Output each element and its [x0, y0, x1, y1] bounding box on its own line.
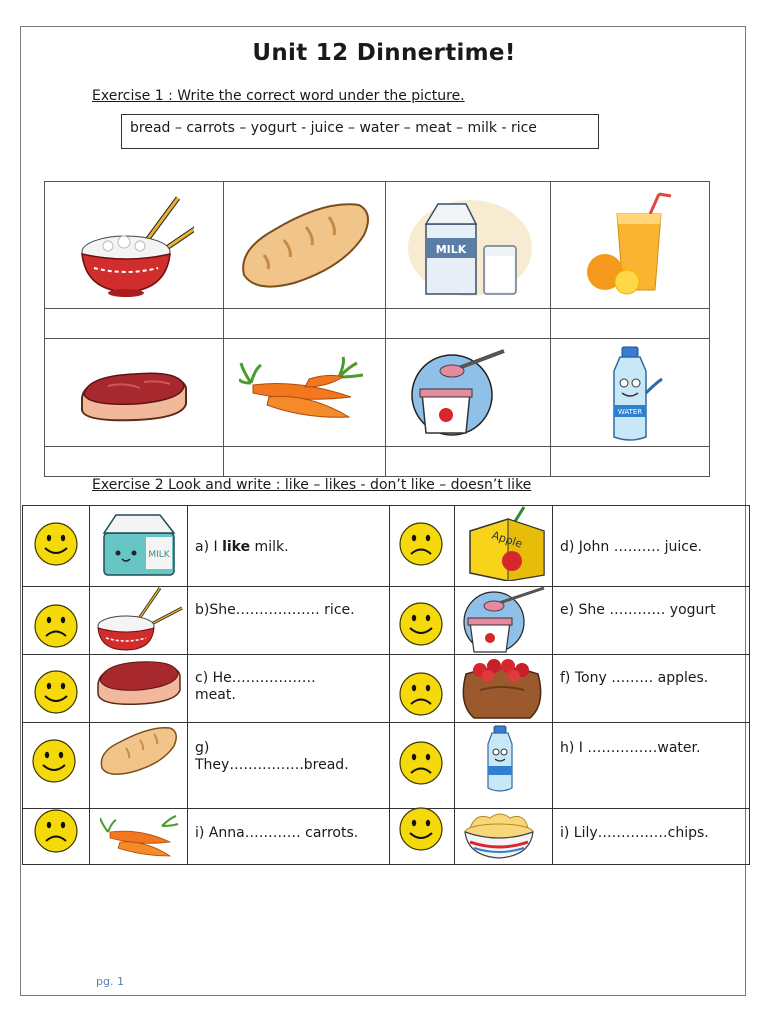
page-title: Unit 12 Dinnertime! [252, 40, 516, 66]
water-bottle-icon [476, 724, 526, 794]
yogurt-icon [385, 339, 550, 446]
sentence-a: a) I like milk. [195, 539, 289, 555]
sentence-d: d) John ………. juice. [560, 539, 703, 555]
rice-bowl-icon [45, 182, 223, 308]
happy-face-icon [33, 521, 79, 567]
sentence-f: f) Tony ……… apples. [560, 670, 709, 686]
sentence-b: b)She……………… rice. [195, 602, 355, 618]
sentence-e: e) She ………… yogurt [560, 602, 716, 618]
meat-icon [45, 339, 223, 446]
page-number: pg. 1 [96, 975, 124, 988]
apples-sack-icon [460, 654, 544, 720]
rice-bowl-icon [94, 586, 184, 652]
apple-juice-icon [462, 505, 550, 581]
yogurt-icon [460, 586, 548, 654]
happy-face-icon [33, 669, 79, 715]
happy-face-icon [398, 601, 444, 647]
chips-icon [462, 810, 536, 862]
carrots-icon [100, 814, 180, 860]
svg-text:MILK: MILK [435, 243, 466, 256]
svg-text:WATER: WATER [617, 407, 643, 416]
meat-icon [94, 654, 184, 708]
water-bottle-icon [550, 339, 710, 446]
sad-face-icon [398, 740, 444, 786]
milk-icon [96, 509, 184, 579]
happy-face-icon [31, 738, 77, 784]
word-bank: bread – carrots – yogurt - juice – water – meat – milk - rice [121, 114, 599, 149]
exercise1-heading: Exercise 1 : Write the correct word under the picture. [92, 88, 465, 104]
sentence-i-anna: i) Anna………… carrots. [195, 825, 359, 841]
sad-face-icon [33, 808, 79, 854]
sentence-h: h) I ……………water. [560, 740, 701, 756]
exercise1-grid [44, 181, 710, 477]
sentence-i-lily: i) Lily……………chips. [560, 825, 709, 841]
juice-icon [550, 182, 710, 308]
svg-text:MILK: MILK [148, 550, 170, 560]
milk-icon [385, 182, 550, 308]
sad-face-icon [398, 671, 444, 717]
sentence-g: g) They…………….bread. [195, 740, 349, 773]
exercise2-heading: Exercise 2 Look and write : like – likes - don’t like – doesn’t like [92, 477, 532, 493]
bread-icon [223, 182, 385, 308]
bread-icon [96, 722, 180, 778]
svg-text:Apple: Apple [490, 528, 524, 551]
carrots-icon [223, 339, 385, 446]
sad-face-icon [33, 603, 79, 649]
sad-face-icon [398, 521, 444, 567]
sentence-c: c) He……………… meat. [195, 670, 316, 703]
happy-face-icon [398, 806, 444, 852]
